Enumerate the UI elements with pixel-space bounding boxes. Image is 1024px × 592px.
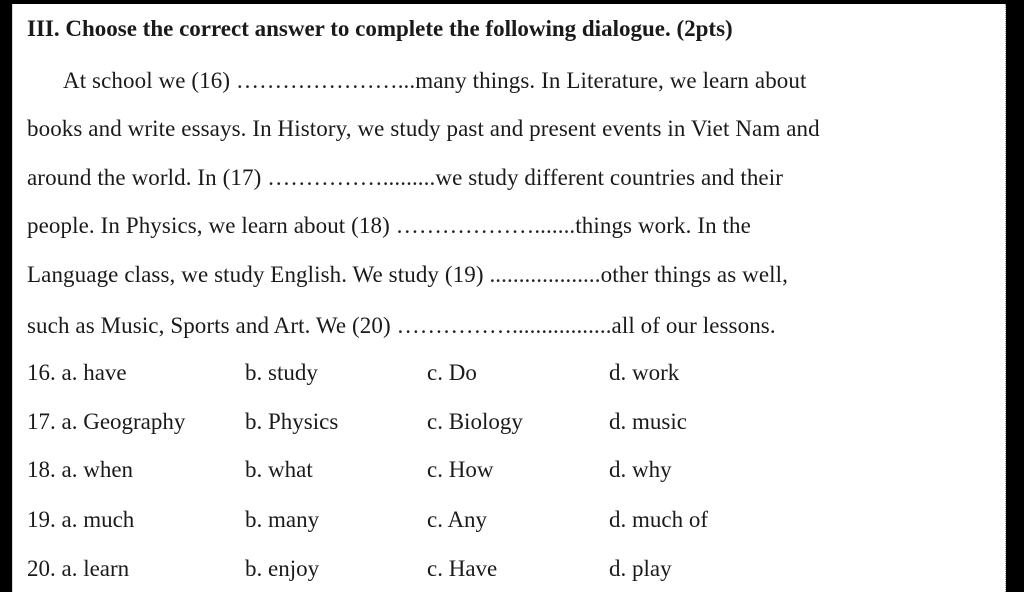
- q19-option-d: d. much of: [609, 507, 709, 532]
- passage-text: people. In Physics, we learn about (18): [27, 213, 396, 238]
- passage-text: books and write essays. In History, we study past and present events in Viet Nam and: [27, 116, 820, 141]
- q16-option-c: c. Do: [427, 360, 477, 385]
- passage-text: things work. In the: [575, 213, 751, 238]
- q17-option-d: d. music: [609, 409, 687, 434]
- blank-18: ……………….......: [395, 213, 576, 238]
- q17-option-a: 17. a. Geography: [27, 409, 186, 434]
- passage-text: such as Music, Sports and Art. We (20): [27, 313, 397, 338]
- q18-option-b: b. what: [245, 457, 313, 482]
- passage-text: around the world. In (17): [27, 165, 268, 190]
- passage-line-4: [27, 213, 751, 239]
- passage-text: all of our lessons.: [611, 313, 776, 338]
- blank-20: …………….................: [396, 313, 612, 338]
- passage-text: many things. In Literature, we learn about: [415, 68, 807, 93]
- blank-17: …………….........: [267, 165, 436, 190]
- passage-line-1: [63, 68, 807, 94]
- q20-option-d: d. play: [609, 556, 672, 581]
- q19-option-c: c. Any: [427, 507, 488, 532]
- worksheet-page: [12, 4, 1006, 592]
- section-heading: III. Choose the correct answer to complete the following dialogue. (2pts): [27, 16, 733, 41]
- passage-text: At school we (16): [63, 68, 236, 93]
- q18-option-c: c. How: [427, 457, 494, 482]
- passage-line-3: [27, 165, 783, 191]
- q19-option-b: b. many: [245, 507, 320, 532]
- q18-option-a: 18. a. when: [27, 457, 134, 482]
- passage-line-2: [27, 116, 820, 142]
- passage-text: we study different countries and their: [435, 165, 783, 190]
- q17-option-c: c. Biology: [427, 409, 523, 434]
- q19-option-a: 19. a. much: [27, 507, 135, 532]
- blank-16: …………………...: [236, 68, 416, 93]
- passage-text: Language class, we study English. We study (19): [27, 262, 490, 287]
- q17-option-b: b. Physics: [245, 409, 339, 434]
- passage-line-5: [27, 262, 788, 288]
- passage-text: other things as well,: [600, 262, 788, 287]
- q18-option-d: d. why: [609, 457, 672, 482]
- q16-option-d: d. work: [609, 360, 680, 385]
- q20-option-a: 20. a. learn: [27, 556, 130, 581]
- q16-option-b: b. study: [245, 360, 318, 385]
- q20-option-b: b. enjoy: [245, 556, 320, 581]
- passage-line-6: [27, 313, 776, 339]
- q20-option-c: c. Have: [427, 556, 498, 581]
- blank-19: ...................: [489, 262, 601, 287]
- q16-option-a: 16. a. have: [27, 360, 127, 385]
